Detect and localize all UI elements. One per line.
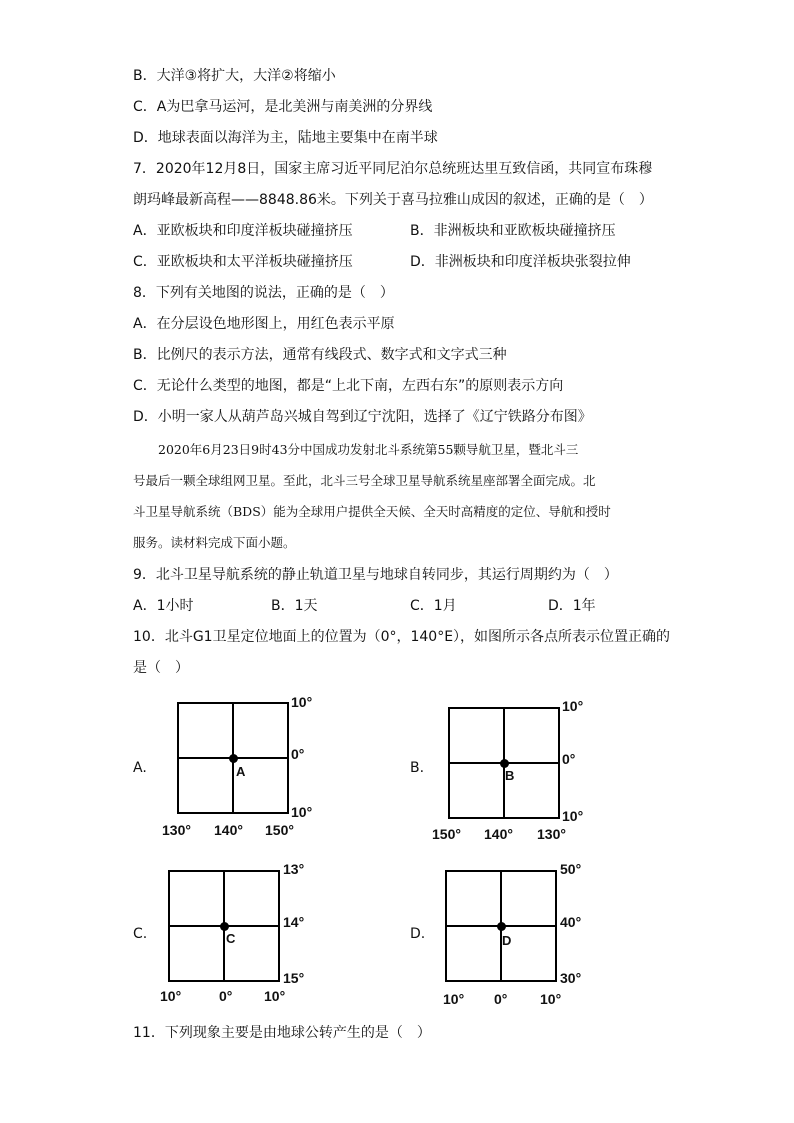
- q8-option-b: B．比例尺的表示方法，通常有线段式、数字式和文字式三种: [133, 347, 507, 363]
- figure-d-point: [497, 922, 506, 931]
- q7-stem-1: 7．2020年12月8日，国家主席习近平同尼泊尔总统班达里互致信函，共同宣布珠穆: [133, 161, 653, 177]
- q10-stem-1: 10．北斗G1卫星定位地面上的位置为（0°，140°E），如图所示各点所表示位置正确的: [133, 629, 671, 645]
- figure-c-point: [220, 922, 229, 931]
- figure-c-lat-bot: 15°: [283, 970, 305, 986]
- q7-option-c: C．亚欧板块和太平洋板块碰撞挤压: [133, 254, 353, 270]
- q8-stem: 8．下列有关地图的说法，正确的是（ ）: [133, 285, 394, 301]
- figure-b-lon-left: 150°: [432, 826, 461, 842]
- figure-d-lon-left: 10°: [443, 991, 465, 1007]
- figure-c-point-label: C: [226, 931, 236, 946]
- figure-c-grid: [168, 870, 280, 982]
- q7-option-b: B．非洲板块和亚欧板块碰撞挤压: [410, 223, 616, 239]
- figure-d-lat-top: 50°: [560, 861, 582, 877]
- figure-b-lat-bot: 10°: [562, 808, 584, 824]
- figure-a-point-label: A: [236, 764, 246, 779]
- q8-option-a: A．在分层设色地形图上，用红色表示平原: [133, 316, 395, 332]
- figure-d-grid: [445, 870, 557, 982]
- figure-b-option-label: B.: [410, 760, 425, 776]
- figure-d-lat-mid: 40°: [560, 914, 582, 930]
- figure-a-option-label: A.: [133, 760, 147, 776]
- figure-b-lon-right: 130°: [537, 826, 566, 842]
- q9-option-a: A．1小时: [133, 598, 194, 614]
- q11-stem: 11．下列现象主要是由地球公转产生的是（ ）: [133, 1025, 431, 1041]
- passage-line-1: 2020年6月23日9时43分中国成功发射北斗系统第55颗导航卫星，暨北斗三: [133, 442, 579, 457]
- figure-b-point-label: B: [505, 768, 515, 783]
- figure-a-lon-left: 130°: [162, 822, 191, 838]
- figure-a-lat-top: 10°: [291, 694, 313, 710]
- q9-option-b: B．1天: [271, 598, 318, 614]
- passage-line-3: 斗卫星导航系统（BDS）能为全球用户提供全天候、全天时高精度的定位、导航和授时: [133, 504, 611, 519]
- figure-d-option-label: D.: [410, 926, 426, 942]
- figure-c-lon-mid: 0°: [219, 988, 233, 1004]
- figure-d-point-label: D: [502, 933, 512, 948]
- passage-line-2: 号最后一颗全球组网卫星。至此，北斗三号全球卫星导航系统星座部署全面完成。北: [133, 473, 596, 488]
- figure-a-lon-right: 150°: [265, 822, 294, 838]
- figure-d-lon-right: 10°: [540, 991, 562, 1007]
- q6-option-c: C．A为巴拿马运河，是北美洲与南美洲的分界线: [133, 99, 433, 115]
- figure-c-option-label: C.: [133, 926, 148, 942]
- figure-c-lon-left: 10°: [160, 988, 182, 1004]
- q9-option-d: D．1年: [548, 598, 596, 614]
- figure-b-lat-top: 10°: [562, 698, 584, 714]
- figure-b-lon-mid: 140°: [484, 826, 513, 842]
- figure-a-point: [229, 754, 238, 763]
- q7-option-a: A．亚欧板块和印度洋板块碰撞挤压: [133, 223, 353, 239]
- figure-a-lon-mid: 140°: [214, 822, 243, 838]
- q6-option-b: B．大洋③将扩大，大洋②将缩小: [133, 68, 336, 84]
- figure-c-lat-top: 13°: [283, 861, 305, 877]
- q9-stem: 9．北斗卫星导航系统的静止轨道卫星与地球自转同步，其运行周期约为（ ）: [133, 567, 618, 583]
- q8-option-d: D．小明一家人从葫芦岛兴城自驾到辽宁沈阳，选择了《辽宁铁路分布图》: [133, 409, 592, 425]
- figure-b-lat-mid: 0°: [562, 751, 576, 767]
- q6-option-d: D．地球表面以海洋为主，陆地主要集中在南半球: [133, 130, 438, 146]
- figure-a-lat-bot: 10°: [291, 804, 313, 820]
- q7-option-d: D．非洲板块和印度洋板块张裂拉伸: [410, 254, 631, 270]
- figure-d-lon-mid: 0°: [494, 991, 508, 1007]
- figure-a-lat-mid: 0°: [291, 746, 305, 762]
- figure-d-lat-bot: 30°: [560, 970, 582, 986]
- figure-b-grid: [448, 707, 560, 819]
- passage-line-4: 服务。读材料完成下面小题。: [133, 535, 296, 550]
- q8-option-c: C．无论什么类型的地图，都是“上北下南，左西右东”的原则表示方向: [133, 378, 564, 394]
- q10-stem-2: 是（ ）: [133, 660, 189, 676]
- figure-b-point: [500, 759, 509, 768]
- q9-option-c: C．1月: [410, 598, 457, 614]
- figure-c-lon-right: 10°: [264, 988, 286, 1004]
- q7-stem-2: 朗玛峰最新高程——8848.86米。下列关于喜马拉雅山成因的叙述，正确的是（ ）: [133, 192, 653, 208]
- figure-c-lat-mid: 14°: [283, 914, 305, 930]
- figure-a-grid: [177, 702, 289, 814]
